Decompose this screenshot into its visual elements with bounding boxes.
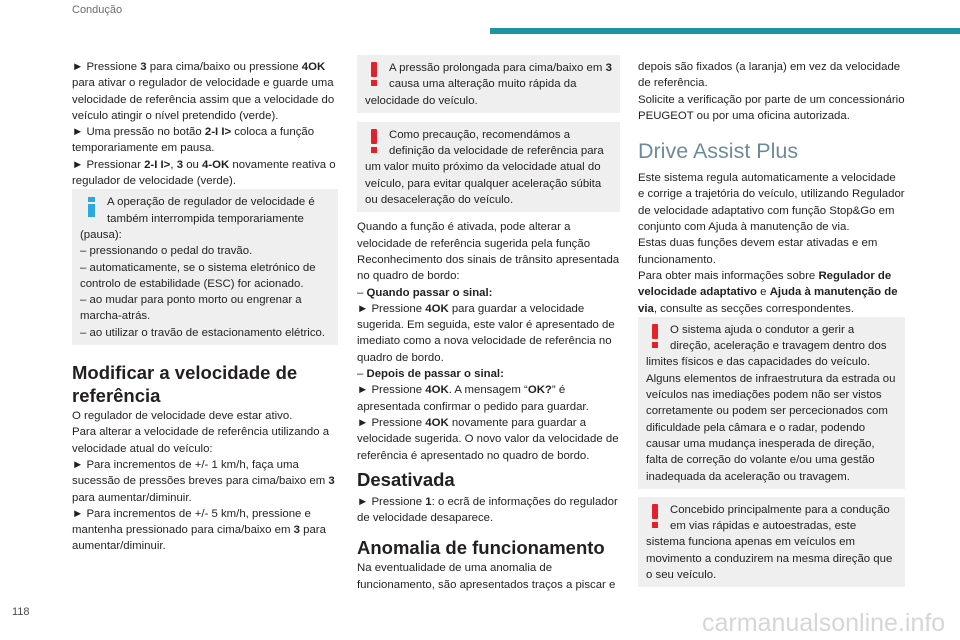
- text-run: para: [299, 524, 326, 537]
- text-run: velocidade do veículo.: [365, 94, 478, 107]
- text-run: Anomalia de funcionamento: [357, 537, 605, 559]
- text-run: ► Pressione: [357, 384, 426, 397]
- text-line: [72, 538, 338, 554]
- info-note: [72, 189, 338, 345]
- text-line: [72, 92, 338, 108]
- running-header: Condução: [72, 4, 123, 16]
- page-number: 118: [12, 606, 30, 618]
- text-run: Solicite a verificação por parte de um concessionário: [638, 93, 905, 106]
- text-run: Drive Assist Plus: [638, 139, 799, 164]
- text-run: Concebido principalmente para a condução: [670, 503, 890, 516]
- header-accent-bar: [490, 28, 960, 34]
- text-line: [357, 382, 620, 398]
- warning-note: [638, 497, 905, 587]
- text-run: dificuldade pela câmara e o radar, podendo: [646, 421, 866, 434]
- text-line: [638, 137, 905, 165]
- text-run: referência: [72, 385, 161, 407]
- text-run: – ao utilizar o travão de estacionamento elétrico.: [80, 326, 326, 339]
- chapter-heading: [638, 137, 905, 165]
- text-run: para guardar a velocidade: [448, 302, 585, 315]
- text-run: ou desaceleração do veículo.: [365, 194, 514, 207]
- column-left: [72, 59, 338, 555]
- bold-text: 4-OK: [202, 158, 230, 171]
- text-line: [72, 522, 338, 538]
- text-run: Como precaução, recomendámos a: [389, 128, 571, 141]
- text-run: ou: [183, 158, 203, 171]
- text-run: para aumentar/diminuir.: [72, 491, 192, 504]
- text-line: [72, 424, 338, 440]
- text-run: ► Pressionar: [72, 158, 145, 171]
- text-line: [646, 403, 897, 419]
- text-run: PEUGEOT ou por uma oficina autorizada.: [638, 109, 850, 122]
- text-line: [80, 211, 330, 227]
- text-run: –: [357, 286, 367, 299]
- text-line: [365, 143, 612, 159]
- warning-icon: [646, 502, 670, 534]
- bold-text: 4OK: [301, 61, 326, 73]
- text-run: imediato como a nova velocidade de referência no: [357, 335, 612, 348]
- text-run: O sistema ajuda o condutor a gerir a: [670, 323, 855, 336]
- text-line: [357, 560, 620, 576]
- warning-icon: [365, 60, 389, 92]
- text-run: quadro de bordo.: [357, 351, 444, 364]
- text-line: [357, 494, 620, 510]
- watermark: carmanualsonline.info: [702, 609, 946, 637]
- text-line: [80, 276, 330, 292]
- text-run: veículos nas imediações podem não ser vistos: [646, 389, 882, 402]
- text-run: definição da velocidade de referência para: [389, 145, 604, 158]
- text-line: [365, 176, 612, 192]
- text-run: – ao mudar para ponto morto ou engrenar a: [80, 294, 302, 307]
- text-run: direção, aceleração e travagem dentro dos: [670, 340, 887, 353]
- text-line: [646, 452, 897, 468]
- warning-note: [357, 122, 620, 212]
- text-line: [72, 408, 338, 424]
- text-run: também interrompida temporariamente: [107, 212, 304, 225]
- text-line: [638, 235, 905, 251]
- text-run: coloca a função: [231, 126, 315, 139]
- text-line: [638, 108, 905, 124]
- text-line: [72, 361, 338, 384]
- text-run: – automaticamente, se o sistema eletrónico de: [80, 261, 316, 274]
- text-run: , consulte as secções correspondentes.: [653, 302, 854, 315]
- text-line: [638, 59, 905, 75]
- text-run: Alguns elementos de infraestrutura da estrada ou: [646, 372, 896, 385]
- text-run: – pressionando o pedal do travão.: [80, 245, 253, 258]
- column-right: [638, 59, 905, 587]
- text-line: [72, 157, 338, 173]
- text-run: sucessão de pressões breves para cima/baixo em: [72, 475, 329, 488]
- text-line: [646, 371, 897, 387]
- text-run: (pausa):: [80, 228, 122, 241]
- text-run: : o ecrã de informações do regulador: [431, 495, 618, 508]
- text-line: [646, 551, 897, 567]
- text-run: Para alterar a velocidade de referência utilizando a: [72, 426, 330, 439]
- section-heading: [72, 361, 338, 407]
- text-run: e: [757, 286, 770, 299]
- text-run: ► Para incrementos de +/- 5 km/h, pressione e: [72, 507, 311, 520]
- info-icon: [80, 194, 107, 226]
- text-line: [72, 140, 338, 156]
- text-run: inadequada da aceleração ou travagem.: [646, 470, 850, 483]
- text-run: funcionamento.: [638, 253, 716, 266]
- text-run: conjunto com Ajuda à manutenção de via.: [638, 221, 850, 234]
- text-run: movimento a conduzirem na mesma direção que: [646, 552, 893, 565]
- text-run: ► Uma pressão no botão: [72, 126, 205, 139]
- warning-icon: [646, 322, 670, 354]
- text-run: Modificar a velocidade de: [72, 362, 298, 384]
- text-run: Desativada: [357, 468, 455, 490]
- text-line: [72, 506, 338, 522]
- bold-text: Quando passar o sinal:: [366, 286, 493, 299]
- text-line: [646, 567, 897, 583]
- text-line: [72, 457, 338, 473]
- text-run: ► Pressione: [357, 302, 426, 315]
- text-run: ” é: [551, 384, 566, 397]
- text-line: [72, 490, 338, 506]
- bold-text: 3: [176, 158, 184, 171]
- text-line: [357, 468, 620, 491]
- text-run: Este sistema regula automaticamente a velocidade: [638, 172, 896, 185]
- bold-text: 2-I I>: [204, 126, 232, 139]
- text-line: [80, 227, 330, 243]
- text-line: [638, 186, 905, 202]
- text-line: [646, 534, 897, 550]
- text-line: [357, 301, 620, 317]
- text-run: O regulador de velocidade deve estar ativo.: [72, 410, 293, 423]
- text-run: velocidade de referência sugerida pela função: [357, 237, 591, 250]
- text-line: [72, 473, 338, 489]
- text-run: mantenha pressionado para cima/baixo em: [72, 524, 294, 537]
- text-run: limites físicos e das capacidades do veículo.: [646, 356, 871, 369]
- text-line: [357, 536, 620, 559]
- text-line: [72, 75, 338, 91]
- text-line: [72, 384, 338, 407]
- text-run: A pressão prolongada para cima/baixo em: [389, 62, 606, 74]
- text-run: sistema funciona apenas em veículos em: [646, 536, 855, 549]
- text-run: . A mensagem “: [448, 384, 528, 397]
- text-run: ► Pressione: [357, 495, 426, 508]
- warning-icon: [365, 127, 389, 159]
- text-line: [638, 284, 905, 300]
- text-line: [357, 333, 620, 349]
- text-line: [365, 76, 612, 92]
- bold-text: 4OK: [425, 302, 449, 315]
- bold-text: 3: [140, 61, 147, 73]
- bold-text: 4OK: [425, 384, 449, 397]
- text-line: [72, 173, 338, 189]
- bold-text: Ajuda à manutenção de: [769, 286, 898, 299]
- text-run: de velocidade adaptativo com função Stop&Go em: [638, 204, 895, 217]
- text-line: [638, 75, 905, 91]
- text-run: ► Pressione: [357, 416, 426, 429]
- text-line: [365, 60, 612, 76]
- bold-text: 3: [328, 475, 335, 488]
- bold-text: OK?: [527, 384, 552, 397]
- text-run: para cima/baixo ou pressione: [146, 61, 302, 73]
- text-run: e corrige a trajetória do veículo, utilizando Regulador: [638, 188, 905, 201]
- text-run: A operação de regulador de velocidade é: [107, 196, 315, 209]
- text-line: [365, 192, 612, 208]
- text-line: [365, 127, 612, 143]
- text-run: no quadro de bordo:: [357, 270, 460, 283]
- text-run: Quando a função é ativada, pode alterar a: [357, 221, 571, 234]
- paragraph: [357, 560, 620, 593]
- text-run: velocidade sugerida. O novo valor da velocidade de: [357, 433, 619, 446]
- text-run: veículo, para evitar qualquer aceleração súbita: [365, 177, 602, 190]
- bold-text: velocidade adaptativo: [638, 286, 758, 299]
- text-run: Na eventualidade de uma anomalia de: [357, 562, 553, 575]
- text-run: de referência.: [638, 77, 708, 90]
- text-run: causa uma alteração muito rápida da: [389, 78, 577, 91]
- text-run: Para obter mais informações sobre: [638, 269, 819, 282]
- text-run: causar uma mudança inesperada de direção,: [646, 437, 875, 450]
- text-run: um valor muito próximo da velocidade atual do: [365, 161, 601, 174]
- text-line: [365, 159, 612, 175]
- text-line: [638, 219, 905, 235]
- text-line: [80, 243, 330, 259]
- text-run: novamente para guardar a: [448, 416, 587, 429]
- bold-text: 2-I I>: [144, 158, 171, 171]
- warning-note: [638, 317, 905, 489]
- text-line: [80, 325, 330, 341]
- text-run: depois são fixados (a laranja) em vez da velocidade: [638, 61, 901, 73]
- text-run: referência é apresentado no quadro de bordo.: [357, 449, 590, 462]
- text-line: [646, 387, 897, 403]
- warning-note: [357, 55, 620, 113]
- text-line: [357, 431, 620, 447]
- column-middle: [357, 55, 620, 593]
- text-line: [357, 448, 620, 464]
- text-line: [646, 502, 897, 518]
- text-line: [80, 260, 330, 276]
- text-run: ► Pressione: [72, 61, 141, 73]
- text-line: [357, 399, 620, 415]
- text-line: [357, 415, 620, 431]
- text-line: [646, 354, 897, 370]
- text-line: [638, 170, 905, 186]
- text-line: [80, 308, 330, 324]
- text-run: Estas duas funções devem estar ativadas e em: [638, 237, 878, 250]
- text-line: [72, 59, 338, 75]
- text-line: [365, 93, 612, 109]
- text-line: [72, 124, 338, 140]
- text-run: para ativar o regulador de velocidade e guarde uma: [72, 77, 334, 90]
- text-line: [646, 469, 897, 485]
- paragraph: [357, 494, 620, 527]
- text-line: [646, 322, 897, 338]
- text-line: [357, 577, 620, 593]
- text-run: veículo atingir o nível pretendido (verde).: [72, 109, 279, 122]
- text-line: [646, 420, 897, 436]
- text-line: [638, 301, 905, 317]
- paragraph: [72, 408, 338, 555]
- text-line: [357, 317, 620, 333]
- bold-text: 1: [425, 495, 432, 508]
- text-run: de velocidade desaparece.: [357, 512, 494, 525]
- text-line: [72, 441, 338, 457]
- text-run: em vias rápidas e autoestradas, este: [670, 520, 857, 533]
- text-line: [357, 350, 620, 366]
- text-run: apresentada confirmar o pedido para guardar.: [357, 400, 589, 413]
- section-heading: [357, 536, 620, 559]
- text-run: –: [357, 368, 367, 381]
- text-run: regulador de velocidade (verde).: [72, 175, 236, 188]
- text-run: velocidade de referência assim que a velocidade do: [72, 93, 335, 106]
- text-run: controlo de estabilidade (ESC) for acionado.: [80, 277, 304, 290]
- text-run: novamente reativa o: [229, 158, 336, 171]
- text-run: sugerida. Em seguida, este valor é apresentado de: [357, 319, 615, 332]
- paragraph: [638, 59, 905, 124]
- text-line: [72, 108, 338, 124]
- bold-text: 3: [605, 62, 612, 74]
- text-line: [646, 436, 897, 452]
- bold-text: Depois de passar o sinal:: [366, 368, 504, 381]
- paragraph: [72, 59, 338, 189]
- text-line: [80, 194, 330, 210]
- bold-text: via: [638, 302, 654, 315]
- text-line: [357, 252, 620, 268]
- text-line: [357, 268, 620, 284]
- text-run: aumentar/diminuir.: [72, 540, 166, 553]
- text-line: [80, 292, 330, 308]
- text-line: [638, 203, 905, 219]
- text-line: [646, 518, 897, 534]
- text-run: marcha-atrás.: [80, 310, 151, 323]
- text-run: corretamente ou podem ser percecionados com: [646, 405, 888, 418]
- text-line: [357, 219, 620, 235]
- text-line: [357, 285, 620, 301]
- text-run: ,: [170, 158, 177, 171]
- text-line: [638, 268, 905, 284]
- text-run: falta de correção do volante e/ou uma gestão: [646, 454, 875, 467]
- text-line: [357, 366, 620, 382]
- text-line: [638, 92, 905, 108]
- bold-text: 4OK: [425, 416, 449, 429]
- text-line: [357, 510, 620, 526]
- bold-text: 3: [293, 524, 300, 537]
- text-run: Reconhecimento dos sinais de trânsito apresentada: [357, 253, 620, 266]
- text-run: ► Para incrementos de +/- 1 km/h, faça uma: [72, 458, 299, 471]
- text-run: o seu veículo.: [646, 569, 717, 582]
- paragraph: [357, 219, 620, 463]
- bold-text: Regulador de: [818, 269, 892, 282]
- text-line: [646, 338, 897, 354]
- section-heading: [357, 468, 620, 491]
- text-line: [357, 236, 620, 252]
- text-line: [638, 252, 905, 268]
- text-run: temporariamente em pausa.: [72, 142, 215, 155]
- paragraph: [638, 170, 905, 317]
- text-run: velocidade atual do veículo:: [72, 442, 213, 455]
- text-run: funcionamento, são apresentados traços a piscar e: [357, 578, 616, 591]
